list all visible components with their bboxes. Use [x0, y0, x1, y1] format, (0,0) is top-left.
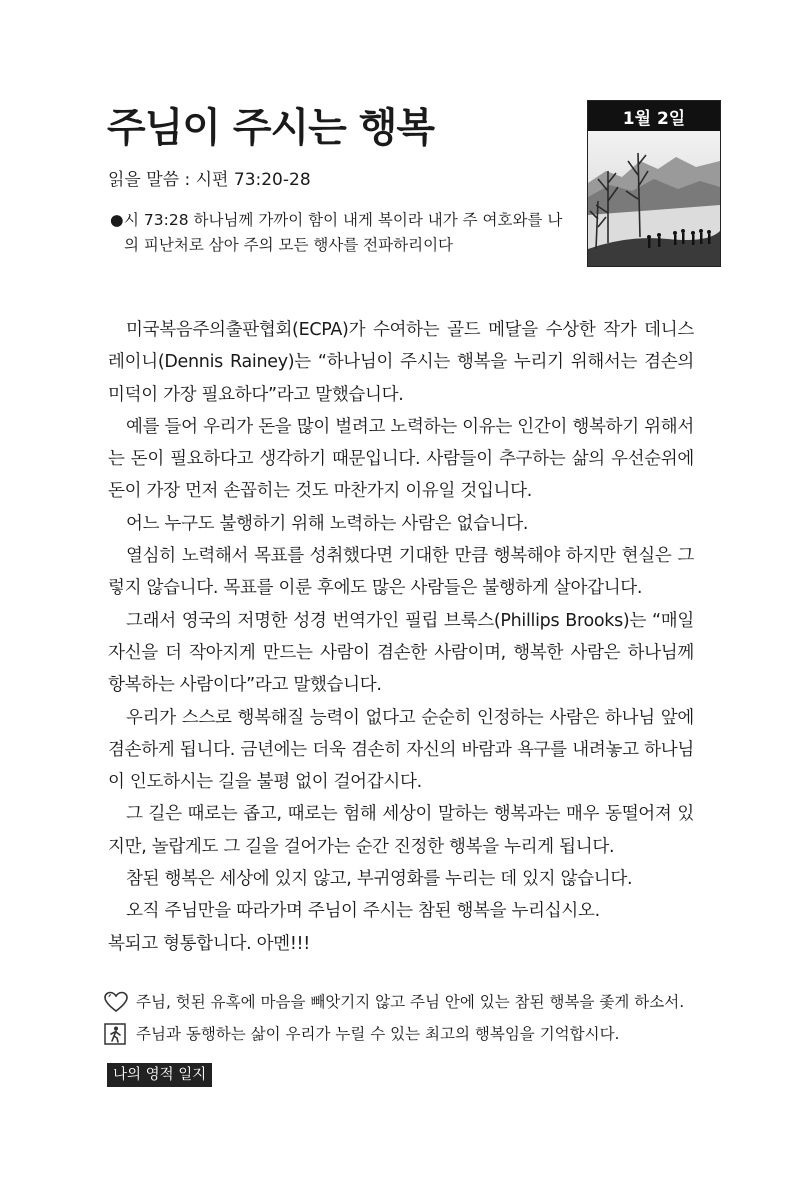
prayer-row — [104, 986, 704, 1018]
body-paragraph: 미국복음주의출판협회(ECPA)가 수여하는 골드 메달을 수상한 작가 데니스 레이니(Dennis Rainey)는 “하나님이 주시는 행복을 누리기 위해서는 겸손의 미덕이 가장 필요하다”라고 말했습니다. — [108, 320, 694, 405]
prayer-section — [104, 986, 704, 1050]
action-text: 주님과 동행하는 삶이 우리가 누릴 수 있는 최고의 행복임을 기억합시다. — [136, 1025, 620, 1043]
body-paragraph: 그래서 영국의 저명한 성경 번역가인 필립 브룩스(Phillips Brooks)는 “매일 자신을 더 작아지게 만드는 사람이 겸손한 사람이며, 행복한 사람은 하나님께 항복하는 사람이다”라고 말했습니다. — [108, 610, 694, 696]
prayer-text: 주님, 헛된 유혹에 마음을 빼앗기지 않고 주님 안에 있는 참된 행복을 좇게 하소서. — [136, 993, 685, 1011]
body-paragraph: 어느 누구도 불행하기 위해 노력하는 사람은 없습니다. — [126, 513, 529, 534]
body-paragraph: 그 길은 때로는 좁고, 때로는 험해 세상이 말하는 행복과는 매우 동떨어져 있지만, 놀랍게도 그 길을 걸어가는 순간 진정한 행복을 누리게 됩니다. — [108, 804, 694, 857]
date-box — [587, 100, 721, 267]
action-row — [104, 1018, 704, 1050]
page-title: 주님이 주시는 행복 — [107, 105, 434, 151]
body-paragraph: 참된 행복은 세상에 있지 않고, 부귀영화를 누리는 데 있지 않습니다. — [126, 869, 633, 890]
devotional-body — [108, 314, 694, 960]
body-paragraph: 예를 들어 우리가 돈을 많이 벌려고 노력하는 이유는 인간이 행복하기 위해서는 돈이 필요하다고 생각하기 때문입니다. 사람들이 추구하는 삶의 우선순위에 돈이 가장 먼저 손꼽히는 것도 마찬가지 이유일 것입니다. — [108, 416, 694, 502]
winter-mountain-photo — [588, 131, 720, 266]
reading-reference: 읽을 말씀 : 시편 73:20-28 — [108, 170, 311, 190]
closing-line: 복되고 형통합니다. 아멘!!! — [108, 933, 310, 954]
body-paragraph: 오직 주님만을 따라가며 주님이 주시는 참된 행복을 누리십시오. — [126, 901, 600, 922]
key-verse-text: 시 73:28 하나님께 가까이 함이 내게 복이라 내가 주 여호와를 나의 피난처로 삼아 주의 모든 행사를 전파하리이다 — [124, 211, 563, 254]
bullet-icon: ● — [110, 211, 124, 229]
body-paragraph: 우리가 스스로 행복해질 능력이 없다고 순순히 인정하는 사람은 하나님 앞에 겸손하게 됩니다. 금년에는 더욱 겸손히 자신의 바람과 욕구를 내려놓고 하나님이 인도하시는 길을 불평 없이 걸어갑시다. — [108, 707, 694, 793]
body-paragraph: 열심히 노력해서 목표를 성취했다면 기대한 만큼 행복해야 하지만 현실은 그렇지 않습니다. 목표를 이룬 후에도 많은 사람들은 불행하게 살아갑니다. — [108, 546, 694, 599]
key-verse — [110, 208, 570, 258]
walking-person-icon — [104, 1023, 128, 1045]
spiritual-journal-label: 나의 영적 일지 — [107, 1063, 212, 1087]
heart-icon — [104, 991, 128, 1013]
date-label: 1월 2일 — [588, 101, 720, 131]
